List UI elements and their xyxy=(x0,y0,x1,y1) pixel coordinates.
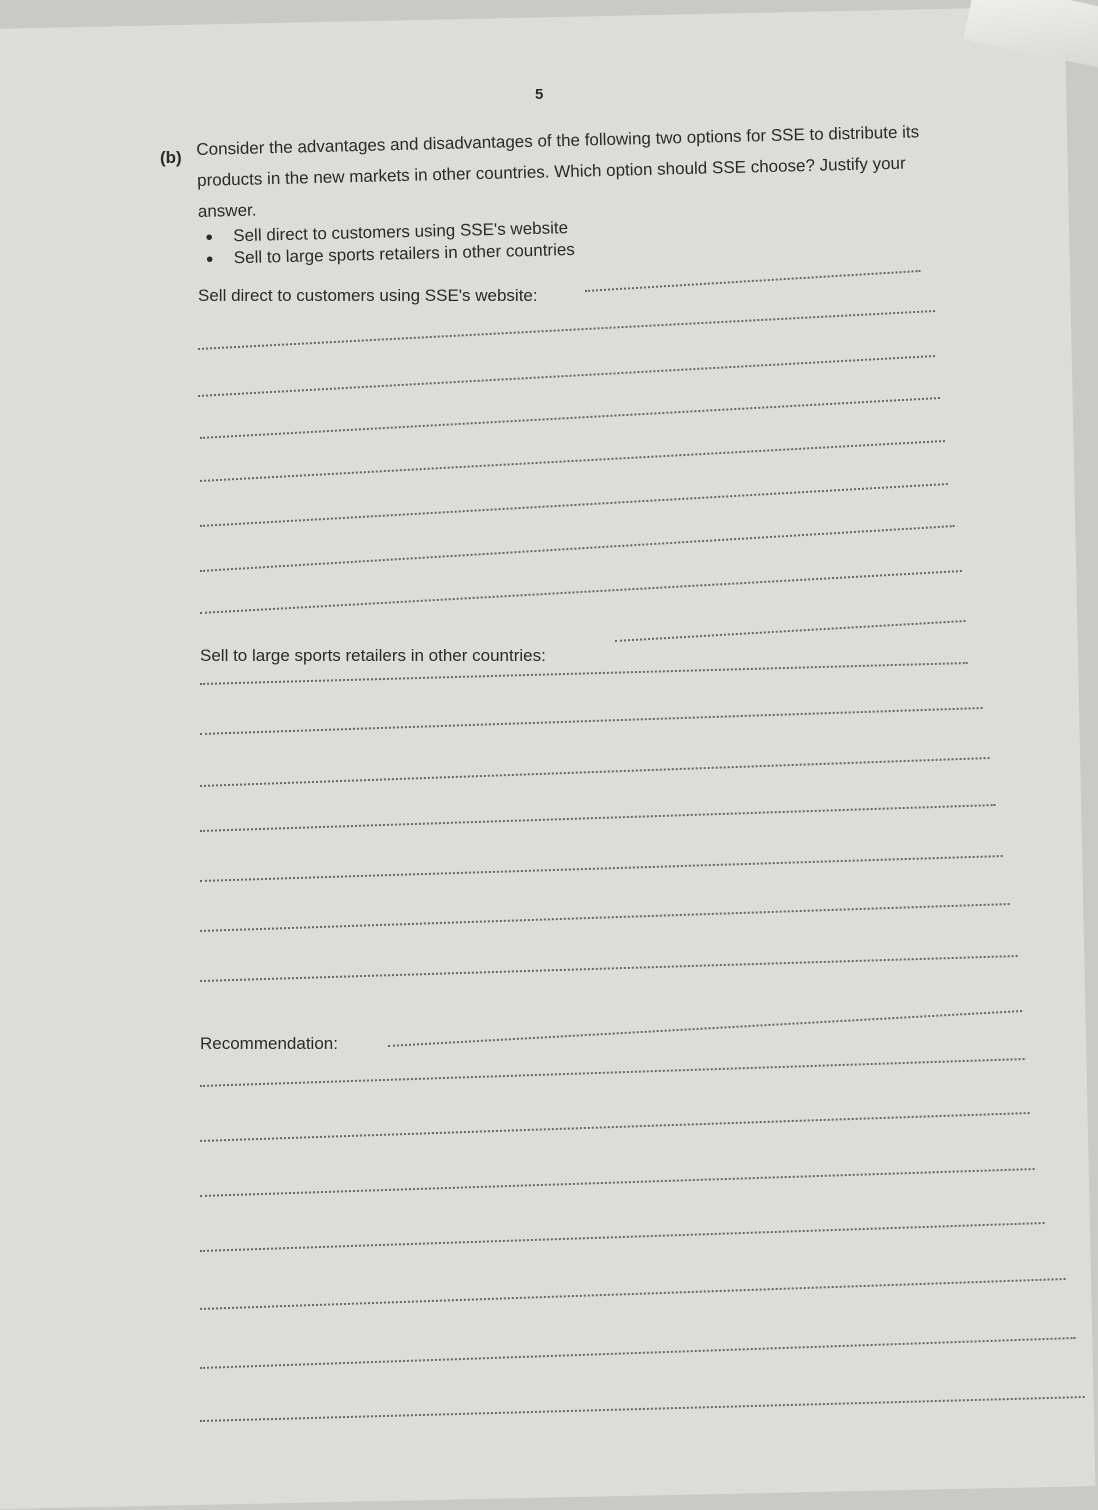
section-label-recommendation: Recommendation: xyxy=(200,1034,338,1053)
answer-line xyxy=(585,270,920,292)
option-text: Sell direct to customers using SSE's website xyxy=(233,218,569,246)
answer-line xyxy=(200,1168,1035,1197)
answer-line xyxy=(200,757,990,787)
answer-line xyxy=(200,804,996,832)
answer-line xyxy=(198,310,935,350)
question-label: (b) xyxy=(160,148,182,167)
answer-line xyxy=(200,1112,1030,1142)
answer-line xyxy=(200,483,948,527)
answer-line xyxy=(198,355,935,397)
section-label-website: Sell direct to customers using SSE's website: xyxy=(198,286,538,305)
answer-line xyxy=(200,955,1018,982)
answer-line xyxy=(200,397,940,439)
question-text: Consider the advantages and disadvantages of the following two options for SSE to distribute its products in the new markets in other countries. Which option should SSE choose? Justify your answer. xyxy=(196,122,920,221)
option-text: Sell to large sports retailers in other countries xyxy=(233,239,576,268)
answer-line xyxy=(388,1010,1022,1047)
bullet-icon: ● xyxy=(205,250,214,266)
answer-line xyxy=(200,570,962,614)
answer-line xyxy=(200,903,1010,932)
answer-line xyxy=(200,1396,1085,1422)
answer-line xyxy=(615,620,965,642)
answer-line xyxy=(200,1222,1045,1252)
section-label-retailers: Sell to large sports retailers in other countries: xyxy=(200,646,546,665)
answer-line xyxy=(200,1337,1075,1369)
answer-line xyxy=(200,440,945,482)
page-number: 5 xyxy=(535,86,544,103)
options-list xyxy=(205,217,575,270)
bullet-icon: ● xyxy=(205,228,214,244)
answer-line xyxy=(200,1058,1025,1087)
answer-line xyxy=(200,1278,1065,1310)
answer-line xyxy=(200,855,1003,882)
answer-line xyxy=(200,707,983,735)
answer-line xyxy=(200,525,955,572)
